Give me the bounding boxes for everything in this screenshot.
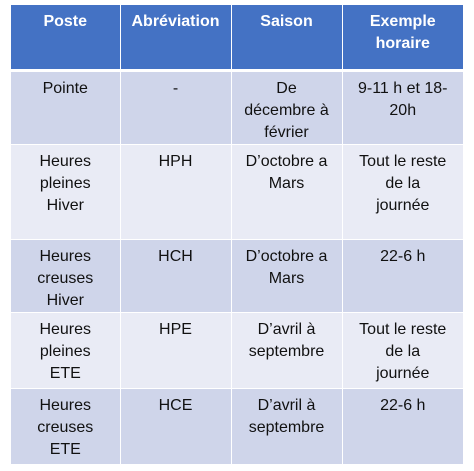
table-row <box>11 239 463 312</box>
cell-saison: D’octobre a Mars <box>231 144 342 239</box>
table-row <box>11 388 463 464</box>
cell-exemple-horaire: 9-11 h et 18- 20h <box>342 70 463 144</box>
table-row <box>11 144 463 239</box>
cell-saison: D’avril à septembre <box>231 312 342 388</box>
cell-abreviation: HCH <box>120 239 231 312</box>
cell-saison: De décembre à février <box>231 70 342 144</box>
cell-poste: Heures pleines Hiver <box>11 144 120 239</box>
cell-exemple-horaire: 22-6 h <box>342 239 463 312</box>
cell-exemple-horaire: 22-6 h <box>342 388 463 464</box>
table-row <box>11 312 463 388</box>
cell-poste: Pointe <box>11 70 120 144</box>
cell-abreviation: HCE <box>120 388 231 464</box>
cell-poste: Heures creuses Hiver <box>11 239 120 312</box>
cell-poste: Heures creuses ETE <box>11 388 120 464</box>
cell-saison: D’octobre a Mars <box>231 239 342 312</box>
cell-abreviation: HPH <box>120 144 231 239</box>
cell-exemple-horaire: Tout le reste de la journée <box>342 144 463 239</box>
header-exemple-horaire: Exemple horaire <box>342 5 463 70</box>
cell-exemple-horaire: Tout le reste de la journée <box>342 312 463 388</box>
cell-poste: Heures pleines ETE <box>11 312 120 388</box>
header-poste: Poste <box>11 5 120 70</box>
header-abreviation: Abréviation <box>120 5 231 70</box>
tariff-table <box>11 5 463 465</box>
header-saison: Saison <box>231 5 342 70</box>
cell-abreviation: HPE <box>120 312 231 388</box>
header-row <box>11 5 463 70</box>
cell-saison: D’avril à septembre <box>231 388 342 464</box>
cell-abreviation: - <box>120 70 231 144</box>
table-row <box>11 70 463 144</box>
